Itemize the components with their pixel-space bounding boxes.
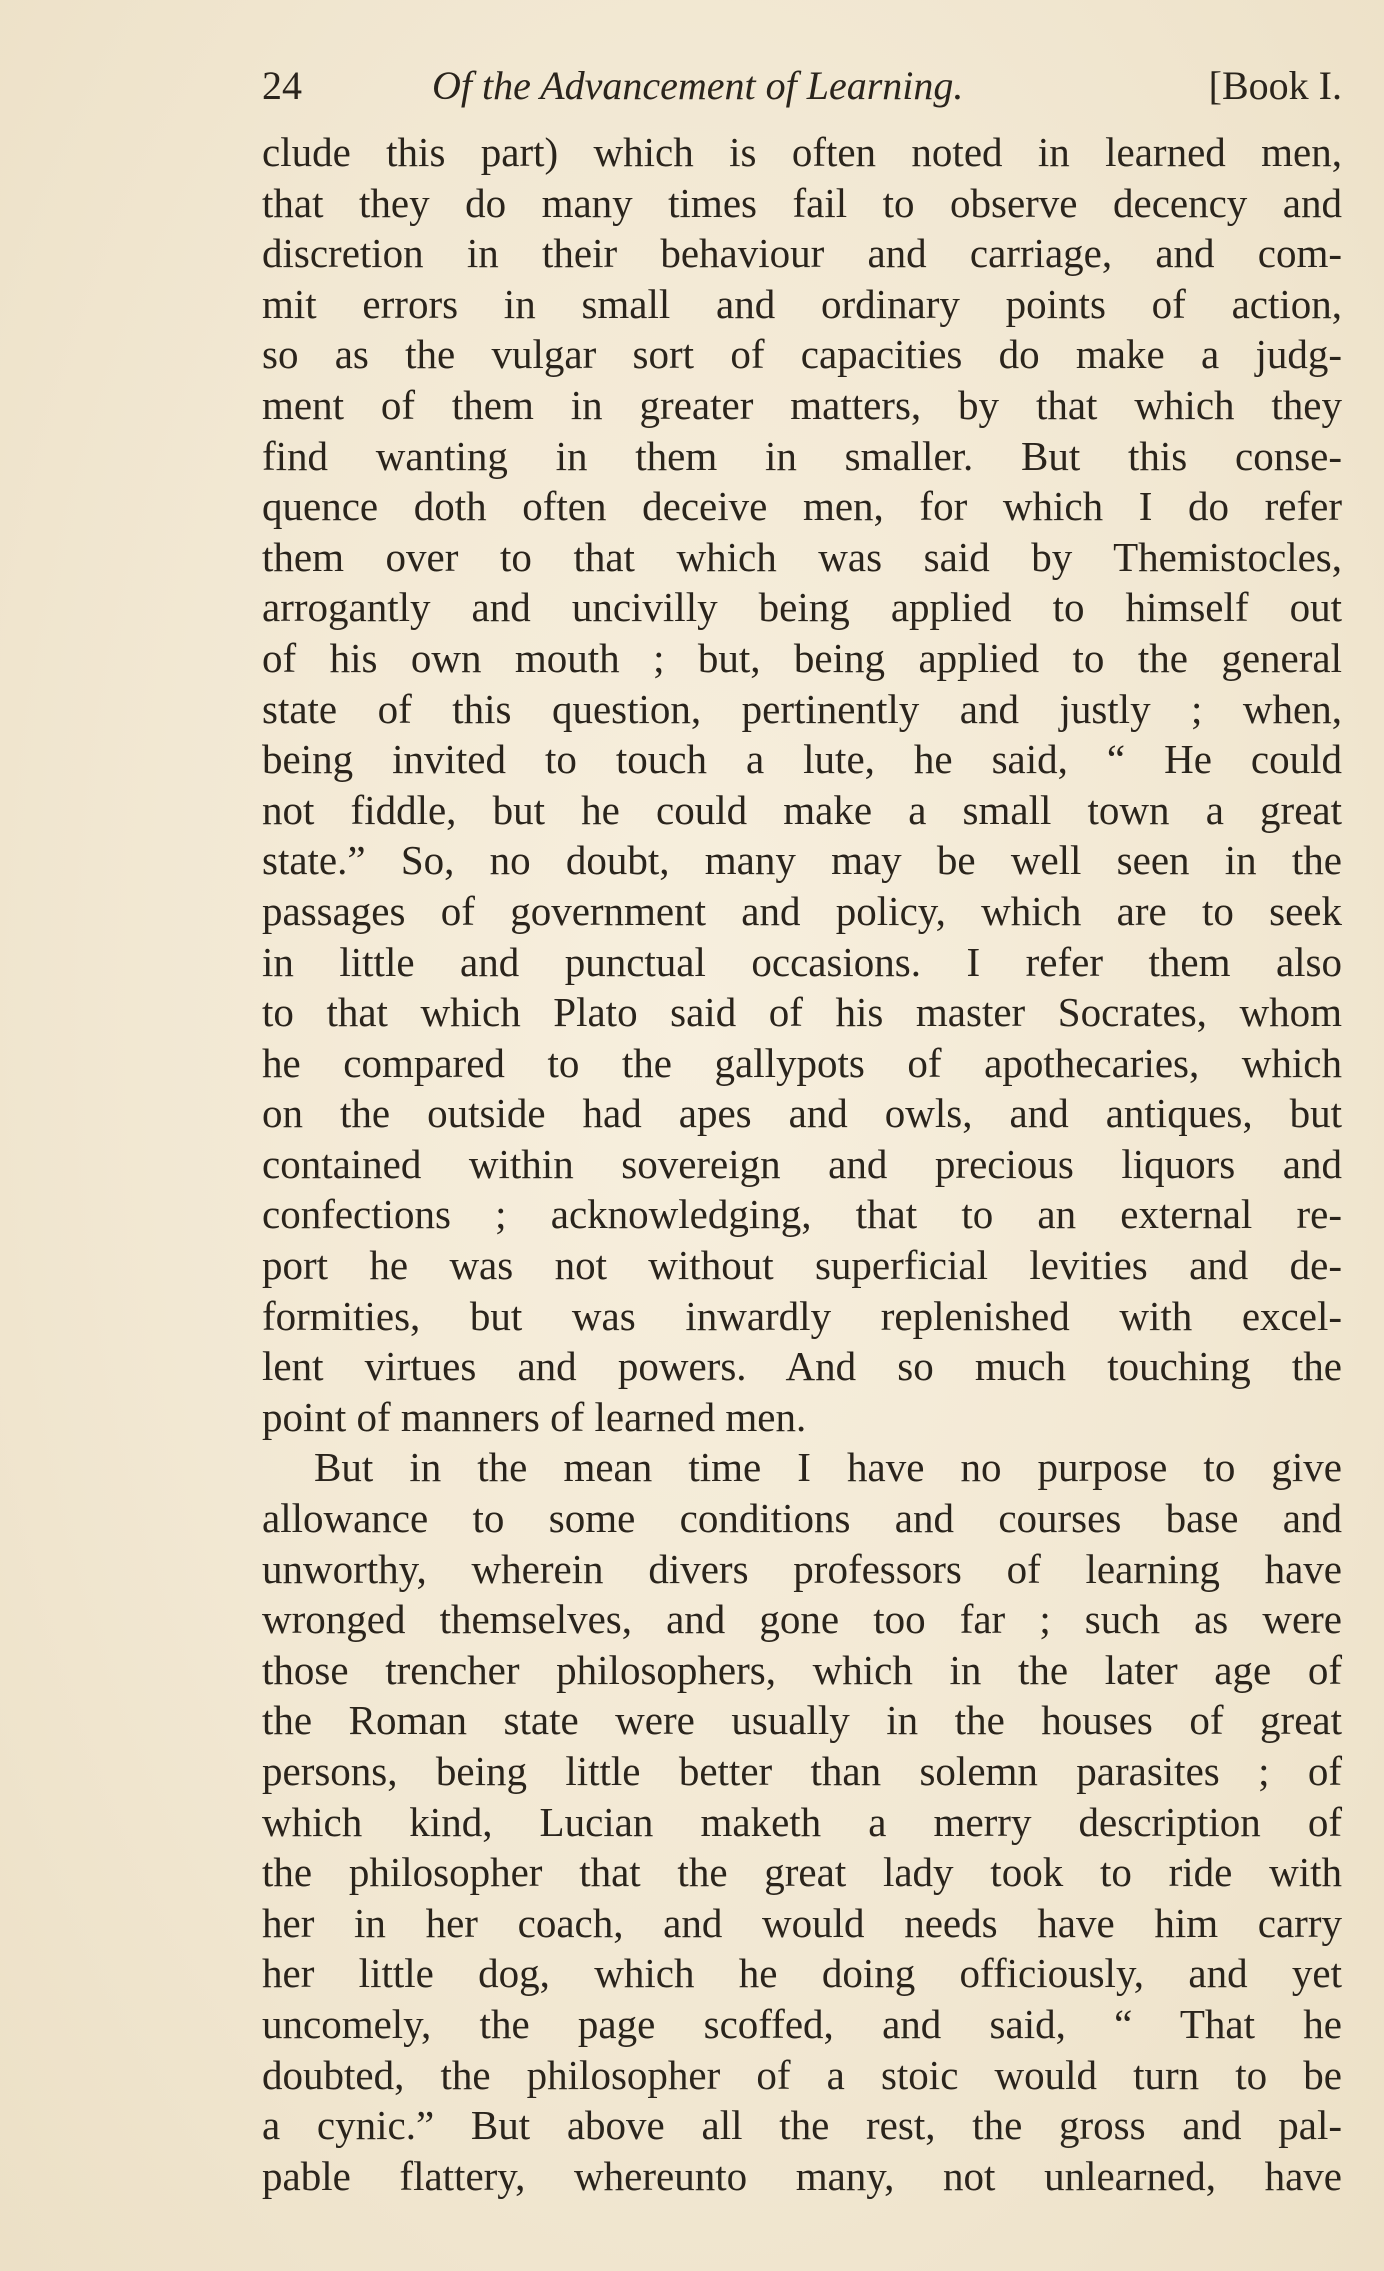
text-line: ment of them in greater matters, by that which they (262, 381, 1342, 428)
text-line: formities, but was inwardly replenished with excel- (262, 1292, 1342, 1339)
text-line: port he was not without superficial levities and de- (262, 1242, 1342, 1289)
text-line: that they do many times fail to observe decency and (262, 179, 1342, 226)
text-line: uncomely, the page scoffed, and said, “ That he (262, 2000, 1342, 2047)
text-line: contained within sovereign and precious liquors and (262, 1140, 1342, 1187)
text-line: mit errors in small and ordinary points of action, (262, 280, 1342, 327)
page-header (262, 56, 1342, 116)
text-line: state of this question, pertinently and justly ; when, (262, 685, 1342, 732)
text-line: doubted, the philosopher of a stoic would turn to be (262, 2051, 1342, 2098)
text-line: quence doth often deceive men, for which I do refer (262, 483, 1342, 530)
text-line: of his own mouth ; but, being applied to the general (262, 634, 1342, 681)
text-line: discretion in their behaviour and carriage, and com- (262, 230, 1342, 277)
text-line: allowance to some conditions and courses base and (262, 1495, 1342, 1542)
text-line: But in the mean time I have no purpose to give (314, 1444, 1342, 1491)
text-line: being invited to touch a lute, he said, “ He could (262, 736, 1342, 783)
text-line: to that which Plato said of his master Socrates, whom (262, 989, 1342, 1036)
text-line: the Roman state were usually in the houses of great (262, 1697, 1342, 1744)
body-text (262, 127, 1342, 2201)
running-title: Of the Advancement of Learning. (432, 63, 964, 108)
text-line: her in her coach, and would needs have him carry (262, 1899, 1342, 1946)
book-label: [Book I. (1208, 63, 1342, 108)
text-line: state.” So, no doubt, many may be well seen in the (262, 837, 1342, 884)
text-line: confections ; acknowledging, that to an external re- (262, 1191, 1342, 1238)
text-line: so as the vulgar sort of capacities do make a judg- (262, 331, 1342, 378)
text-line: a cynic.” But above all the rest, the gross and pal- (262, 2102, 1342, 2149)
text-line: the philosopher that the great lady took to ride with (262, 1849, 1342, 1896)
page-number: 24 (262, 63, 302, 108)
text-line: arrogantly and uncivilly being applied to himself out (262, 584, 1342, 631)
text-line: wronged themselves, and gone too far ; such as were (262, 1596, 1342, 1643)
text-line: which kind, Lucian maketh a merry description of (262, 1798, 1342, 1845)
text-line: persons, being little better than solemn parasites ; of (262, 1748, 1342, 1794)
text-line: on the outside had apes and owls, and antiques, but (262, 1090, 1342, 1137)
text-line: her little dog, which he doing officiously, and yet (262, 1950, 1342, 1997)
text-line: not fiddle, but he could make a small town a great (262, 786, 1342, 833)
text-line: those trencher philosophers, which in the later age of (262, 1646, 1342, 1693)
text-line: lent virtues and powers. And so much touching the (262, 1343, 1342, 1390)
text-line: them over to that which was said by Themistocles, (262, 533, 1342, 580)
text-line: point of manners of learned men. (262, 1393, 807, 1440)
text-line: he compared to the gallypots of apothecaries, which (262, 1039, 1342, 1086)
text-line: passages of government and policy, which are to seek (262, 887, 1342, 934)
text-line: unworthy, wherein divers professors of learning have (262, 1545, 1342, 1592)
text-line: pable flattery, whereunto many, not unlearned, have (262, 2152, 1342, 2199)
text-line: clude this part) which is often noted in learned men, (262, 129, 1342, 175)
text-line: find wanting in them in smaller. But this conse- (262, 432, 1342, 479)
text-line: in little and punctual occasions. I refer them also (262, 938, 1342, 985)
